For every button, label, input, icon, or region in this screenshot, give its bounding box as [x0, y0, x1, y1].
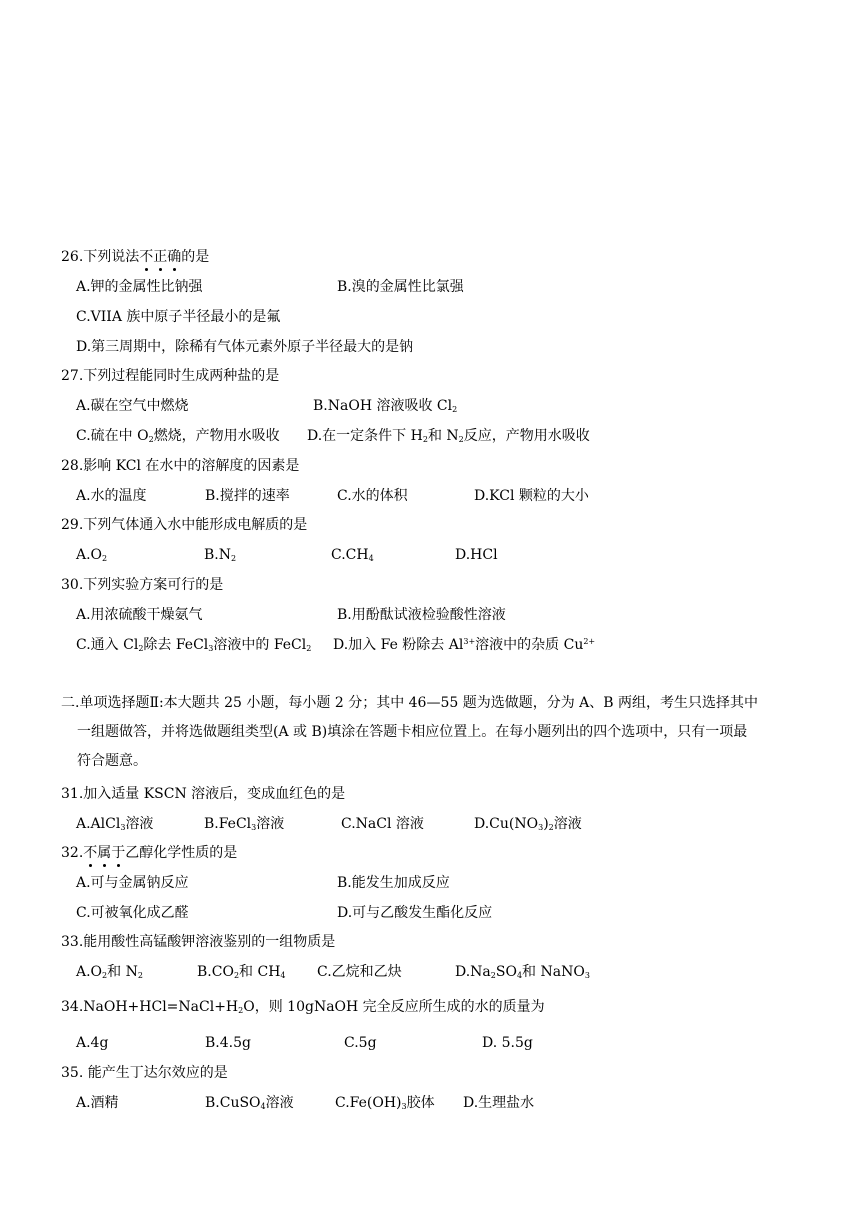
q31-option-b [204, 815, 284, 833]
subscript: 4 [368, 554, 374, 563]
q27-option-a: A.碳在空气中燃烧 [76, 398, 189, 414]
superscript: 2+ [583, 637, 596, 646]
q33-option-b [197, 963, 286, 981]
option-text: ) [543, 816, 549, 832]
question-number: 26. [61, 249, 84, 265]
option-text: D.在一定条件下 H [307, 428, 423, 444]
question-32 [61, 844, 237, 862]
option-text: 除去 FeCl [143, 637, 209, 653]
emphasis-char: 不 [83, 845, 98, 861]
q35-option-d: D.生理盐水 [463, 1095, 535, 1111]
option-text: C.CH [331, 547, 369, 563]
question-number: 32. [61, 845, 84, 861]
subscript: 3 [584, 971, 590, 980]
option-text: C.硫在中 O [76, 428, 149, 444]
subscript: 2 [138, 644, 144, 653]
option-text: B.FeCl [204, 816, 252, 832]
q31-option-c: C.NaCl 溶液 [341, 816, 424, 832]
subscript: 3 [120, 823, 126, 832]
emphasis-char: 不 [139, 249, 154, 265]
q30-option-c [76, 636, 311, 654]
subscript: 4 [260, 1102, 266, 1111]
question-29: 29.下列气体通入水中能形成电解质的是 [61, 517, 308, 533]
q30-option-a: A.用浓硫酸干燥氨气 [76, 607, 203, 623]
subscript: 2 [306, 644, 312, 653]
subscript: 2 [458, 435, 464, 444]
subscript: 3 [401, 1102, 407, 1111]
q27-option-d [307, 427, 590, 445]
subscript: 3 [538, 823, 544, 832]
option-text: 溶液中的杂质 Cu [475, 637, 584, 653]
q29-option-b [204, 546, 236, 564]
q35-option-c [335, 1094, 435, 1112]
q34-option-c: C.5g [344, 1035, 377, 1051]
option-text: B.CO [197, 964, 234, 980]
q26-option-b: B.溴的金属性比氯强 [337, 279, 464, 295]
q30-option-d [333, 636, 595, 654]
question-31: 31.加入适量 KSCN 溶液后，变成血红色的是 [61, 786, 346, 802]
subscript: 2 [452, 405, 458, 414]
option-text: 和 NaNO [522, 964, 585, 980]
q33-option-d [455, 963, 590, 981]
option-text: 燃烧，产物用水吸收 [153, 428, 280, 444]
question-35: 35. 能产生丁达尔效应的是 [61, 1065, 228, 1081]
subscript: 2 [238, 1006, 244, 1015]
option-text: C.通入 Cl [76, 637, 139, 653]
q34-option-d: D. 5.5g [482, 1035, 533, 1051]
q32-option-a: A.可与金属钠反应 [76, 875, 189, 891]
q31-option-a [76, 815, 153, 833]
question-text: 的是 [181, 249, 210, 265]
subscript: 4 [516, 971, 523, 980]
question-33: 33.能用酸性高锰酸钾溶液鉴别的一组物质是 [61, 934, 336, 950]
question-text: 乙醇化学性质的是 [125, 845, 238, 861]
question-30: 30.下列实验方案可行的是 [61, 577, 224, 593]
subscript: 2 [148, 435, 154, 444]
option-text: B.CuSO [205, 1095, 261, 1111]
q26-option-a: A.钾的金属性比钠强 [76, 279, 203, 295]
section-text: 二.单项选择题Ⅱ:本大题共 25 小题，每小题 2 分；其中 46—55 题为选做题，分为 A、B 两组，考生只选择其中 [61, 695, 759, 711]
q32-option-d: D.可与乙酸发生酯化反应 [337, 905, 493, 921]
option-text: A.AlCl [76, 816, 121, 832]
option-text: SO [495, 964, 517, 980]
subscript: 4 [280, 971, 286, 980]
subscript: 2 [137, 971, 143, 980]
section-text: 一组题做答，并将选做题组类型(A 或 B)填涂在答题卡相应位置上。在每小题列出的四个选项中，只有一项最 [77, 724, 748, 740]
option-text: 溶液中的 FeCl [213, 637, 307, 653]
question-27: 27.下列过程能同时生成两种盐的是 [61, 368, 280, 384]
option-text: 反应，产物用水吸收 [463, 428, 590, 444]
option-text: D.Cu(NO [474, 816, 539, 832]
q34-option-b: B.4.5g [205, 1035, 251, 1051]
q26-option-c: C.VIIA 族中原子半径最小的是氟 [76, 309, 281, 325]
option-text: A.O [76, 547, 103, 563]
q28-option-d: D.KCl 颗粒的大小 [474, 488, 589, 504]
question-text: O，则 10gNaOH 完全反应所生成的水的质量为 [243, 999, 545, 1015]
q29-option-a [76, 546, 107, 564]
q29-option-c [331, 546, 374, 564]
subscript: 2 [422, 435, 428, 444]
q31-option-d [474, 815, 582, 833]
question-28: 28.影响 KCl 在水中的溶解度的因素是 [61, 458, 300, 474]
q29-option-d: D.HCl [455, 547, 498, 563]
option-text: C.Fe(OH) [335, 1095, 402, 1111]
option-text: 溶液 [256, 816, 285, 832]
option-text: 和 N [107, 964, 138, 980]
emphasis-char: 属 [97, 845, 112, 861]
q35-option-a: A.酒精 [76, 1095, 119, 1111]
q27-option-c [76, 427, 280, 445]
question-26 [61, 248, 209, 266]
subscript: 2 [102, 971, 108, 980]
q32-option-c: C.可被氧化成乙醛 [76, 905, 189, 921]
question-text: 下列说法 [83, 249, 140, 265]
question-34 [61, 998, 545, 1016]
option-text: A.O [76, 964, 103, 980]
option-text: 和 CH [239, 964, 281, 980]
option-text: D.加入 Fe 粉除去 Al [333, 637, 464, 653]
superscript: 3+ [463, 637, 476, 646]
q34-option-a: A.4g [76, 1035, 109, 1051]
subscript: 2 [548, 823, 554, 832]
option-text: 溶液 [125, 816, 154, 832]
q35-option-b [205, 1094, 294, 1112]
q26-option-d: D.第三周期中，除稀有气体元素外原子半径最大的是钠 [76, 339, 414, 355]
q27-option-b [313, 397, 457, 415]
subscript: 2 [233, 971, 240, 980]
subscript: 3 [208, 644, 214, 653]
subscript: 3 [251, 823, 257, 832]
q32-option-b: B.能发生加成反应 [337, 875, 450, 891]
q30-option-b: B.用酚酞试液检验酸性溶液 [337, 607, 506, 623]
section-2-instructions [61, 689, 811, 776]
option-text: 溶液 [265, 1095, 294, 1111]
q28-option-a: A.水的温度 [76, 488, 147, 504]
subscript: 2 [490, 971, 496, 980]
subscript: 2 [231, 554, 237, 563]
option-text: 溶液 [553, 816, 582, 832]
q28-option-c: C.水的体积 [337, 488, 408, 504]
q33-option-c: C.乙烷和乙炔 [317, 964, 402, 980]
section-text: 符合题意。 [77, 753, 147, 769]
option-text: 和 N [427, 428, 459, 444]
question-text: 34.NaOH+HCl=NaCl+H [61, 999, 239, 1015]
option-text: B.NaOH 溶液吸收 Cl [313, 398, 453, 414]
option-text: D.Na [455, 964, 491, 980]
option-text: 胶体 [406, 1095, 435, 1111]
q33-option-a [76, 963, 143, 981]
emphasis-char: 正 [153, 249, 168, 265]
emphasis-char: 确 [167, 249, 182, 265]
emphasis-char: 于 [111, 845, 126, 861]
subscript: 2 [102, 554, 108, 563]
option-text: B.N [204, 547, 231, 563]
q28-option-b: B.搅拌的速率 [205, 488, 290, 504]
